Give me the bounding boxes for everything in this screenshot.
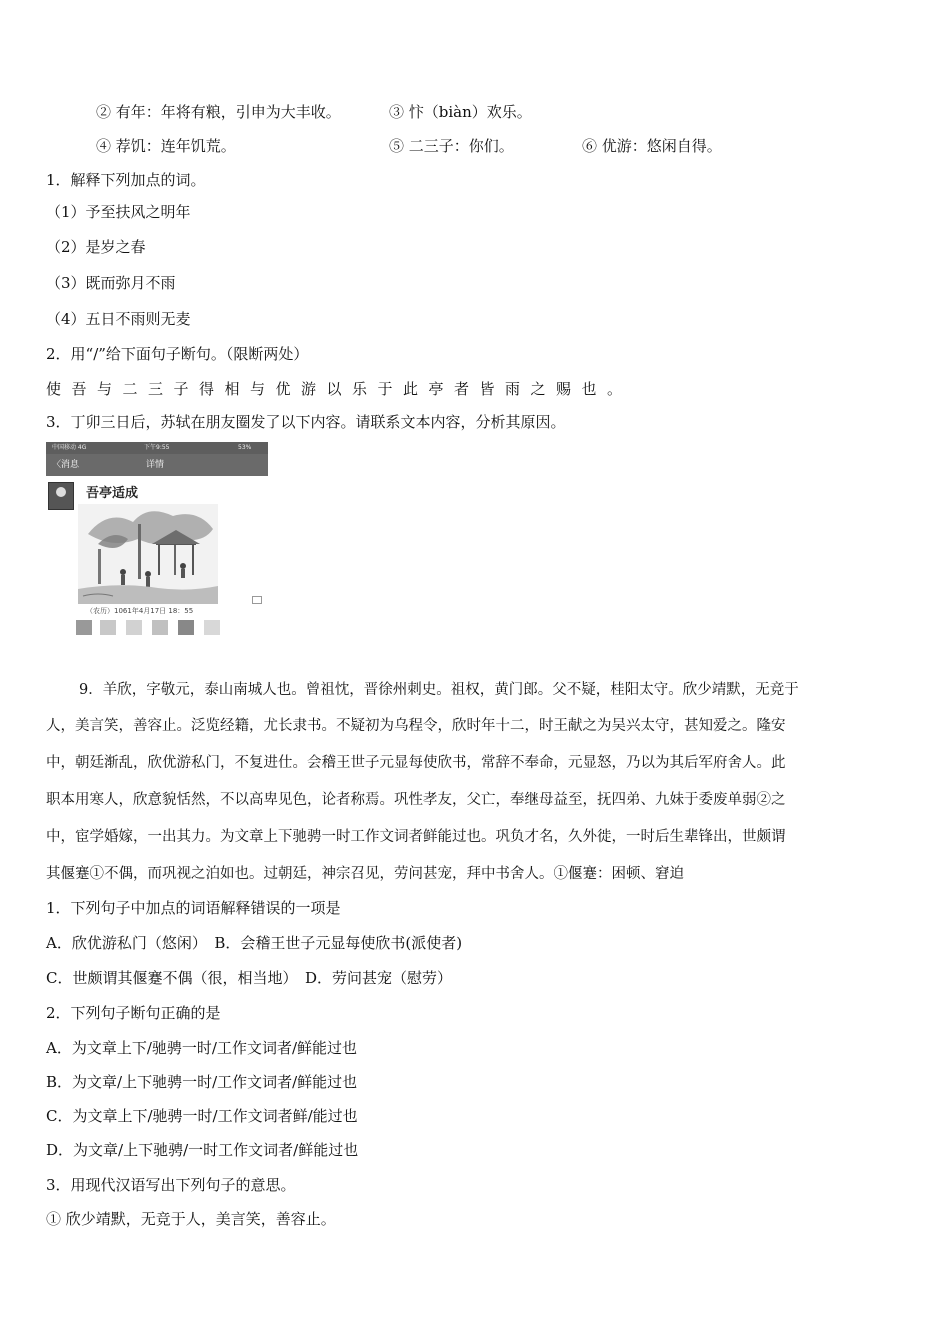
note-6: ⑥ 优游：悠闲自得。 <box>582 137 722 155</box>
question-2: 2．用“/”给下面句子断句。（限断两处） <box>46 345 309 363</box>
passage-line: 9．羊欣，字敬元，泰山南城人也。曾祖忱，晋徐州刺史。祖权，黄门郎。父不疑，桂阳太守。欣少靖默，无竞于 <box>79 682 799 698</box>
passage-line: 中，朝廷渐乱，欣优游私门，不复进仕。会稽王世子元显每使欣书，常辞不奉命，元显怒，乃以为其后军府舍人。此 <box>46 755 786 771</box>
passage-line: 其偃蹇①不偶，而巩视之泊如也。过朝廷，神宗召见，劳问甚宠，拜中书舍人。①偃蹇：困顿、窘迫 <box>46 866 684 882</box>
expand-icon[interactable] <box>252 596 262 604</box>
question-1-item: （4）五日不雨则无麦 <box>46 310 191 328</box>
avatar <box>48 482 74 510</box>
phone-status-bar <box>46 442 268 454</box>
carrier-label: 中国移动 4G <box>52 444 87 451</box>
nav-title: 详情 <box>146 460 165 470</box>
pavilion-painting-svg <box>78 504 218 604</box>
note-2: ② 有年：年将有粮，引申为大丰收。 <box>96 103 341 121</box>
like-avatar <box>152 620 168 635</box>
like-avatar <box>76 620 92 635</box>
passage-line: 中，宦学婚嫁，一出其力。为文章上下驰骋一时工作文词者鲜能过也。巩负才名，久外徙，一时后生辈锋出，世颇谓 <box>46 829 786 845</box>
question-1-item: （3）既而弥月不雨 <box>46 274 176 292</box>
clock-label: 下午9:55 <box>144 444 170 451</box>
moments-screenshot <box>46 442 268 640</box>
like-avatars <box>76 620 226 636</box>
back-button[interactable]: 〈消息 <box>52 460 80 470</box>
like-avatar <box>178 620 194 635</box>
question-3: 3．用现代汉语写出下列句子的意思。 <box>46 1176 296 1194</box>
note-4: ④ 荐饥：连年饥荒。 <box>96 137 236 155</box>
question-1-options-ab: A．欣优游私门（悠闲） B．会稽王世子元显每使欣书(派使者) <box>46 934 463 952</box>
question-2: 2．下列句子断句正确的是 <box>46 1004 221 1022</box>
question-2-option: C．为文章上下/驰骋一时/工作文词者鲜/能过也 <box>46 1107 358 1125</box>
question-1-item: （2）是岁之春 <box>46 238 146 256</box>
note-5: ⑤ 二三子：你们。 <box>389 137 514 155</box>
battery-label: 53% <box>238 444 252 451</box>
like-avatar <box>204 620 220 635</box>
like-avatar <box>100 620 116 635</box>
like-avatar <box>126 620 142 635</box>
question-2-sentence: 使吾与二三子得相与优游以乐于此亭者皆雨之赐也。 <box>46 380 633 398</box>
post-title: 吾亭适成 <box>86 486 139 501</box>
question-3-item: ① 欣少靖默，无竞于人，美言笑，善容止。 <box>46 1210 336 1228</box>
question-3: 3．丁卯三日后，苏轼在朋友圈发了以下内容。请联系文本内容，分析其原因。 <box>46 413 566 431</box>
post-timestamp: （农历）1061年4月17日 18：55 <box>86 607 194 615</box>
question-2-option: A．为文章上下/驰骋一时/工作文词者/鲜能过也 <box>46 1039 357 1057</box>
question-2-option: D．为文章/上下驰骋/一时工作文词者/鲜能过也 <box>46 1141 359 1159</box>
passage-line: 人，美言笑，善容止。泛览经籍，尤长隶书。不疑初为乌程令，欣时年十二，时王献之为吴兴太守，甚知爱之。隆安 <box>46 718 786 734</box>
question-2-option: B．为文章/上下驰骋一时/工作文词者/鲜能过也 <box>46 1073 358 1091</box>
note-3: ③ 忭（biàn）欢乐。 <box>389 103 532 121</box>
phone-nav-bar <box>46 454 268 476</box>
question-1-options-cd: C．世颇谓其偃蹇不偶（很，相当地） D．劳问甚宠（慰劳） <box>46 969 453 987</box>
passage-line: 职本用寒人，欣意貌恬然，不以高卑见色，论者称焉。巩性孝友，父亡，奉继母益至，抚四弟、九妹于委废单弱②之 <box>46 792 786 808</box>
pavilion-painting <box>78 504 218 604</box>
question-1: 1．解释下列加点的词。 <box>46 171 206 189</box>
question-1: 1．下列句子中加点的词语解释错误的一项是 <box>46 899 341 917</box>
question-1-item: （1）予至扶风之明年 <box>46 203 191 221</box>
